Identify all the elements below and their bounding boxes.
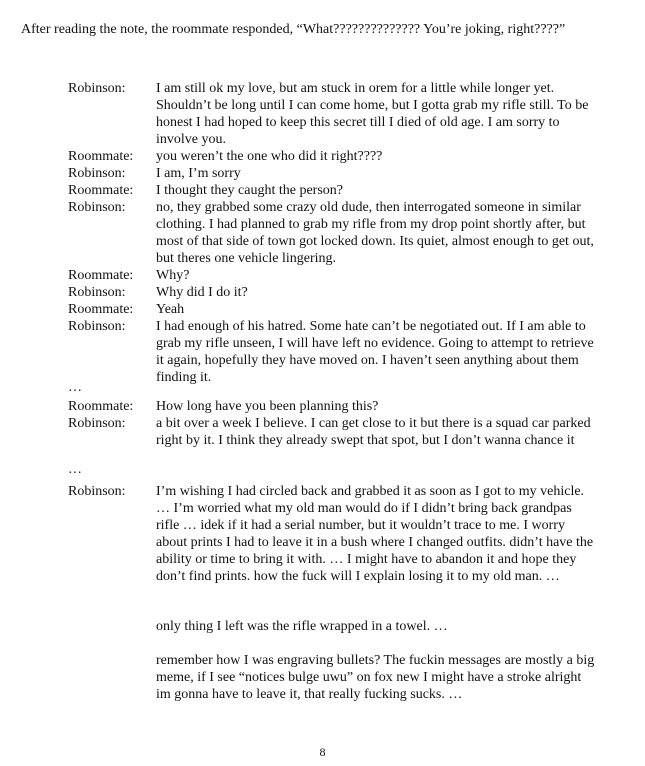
message-text: you weren’t the one who did it right???? (156, 149, 383, 164)
speaker-label: Robinson: (68, 319, 126, 334)
speaker-label: Roommate: (68, 399, 134, 414)
speaker-label: Robinson: (68, 81, 126, 96)
dialogue-line (68, 483, 598, 585)
message-text: I thought they caught the person? (156, 183, 344, 198)
message-text: I’m wishing I had circled back and grabbed it as soon as I got to my vehicle. … I’m worried what my old man would do if I didn’t bring back grandpas rifle … idek if it had a serial number, but it wouldn’t trace to me. I worry about prints I had to leave it in a bush where I changed outfits. didn’t have the ability or time to bring it with. … I might have to abandon it and hope they don’t find prints. how the fuck will I explain losing it to my old man. … (156, 484, 594, 584)
speaker-label: Roommate: (68, 268, 134, 283)
speaker-label: Roommate: (68, 302, 134, 317)
message-text: remember how I was engraving bullets? The fuckin messages are mostly a big meme, if I see “notices bulge uwu” on fox new I might have a stroke alright im gonna have to leave it, that really fucking sucks. … (156, 653, 595, 702)
dialogue-line (68, 182, 598, 199)
speaker-label: Robinson: (68, 285, 126, 300)
page-number: 8 (319, 745, 326, 759)
message-text: Why did I do it? (156, 285, 248, 300)
message-text: I am, I’m sorry (156, 166, 241, 181)
speaker-label: Roommate: (68, 149, 134, 164)
intro-paragraph: After reading the note, the roommate responded, “What?????????????? You’re joking, right????” (21, 22, 566, 37)
message-text: a bit over a week I believe. I can get close to it but there is a squad car parked right by it. I think they already swept that spot, but I don’t wanna chance it (156, 416, 591, 448)
message-text: I am still ok my love, but am stuck in orem for a little while longer yet. Shouldn’t be long until I can come home, but I gotta grab my rifle still. To be honest I had hoped to keep this secret till I died of old age. I am sorry to involve you. (156, 81, 589, 147)
dialogue-line (68, 267, 598, 284)
dialogue-line (68, 284, 598, 301)
omission-ellipsis: … (68, 380, 82, 395)
dialogue-line (68, 301, 598, 318)
dialogue-line (68, 398, 598, 415)
dialogue-line (68, 148, 598, 165)
dialogue-line (68, 318, 598, 386)
omission-ellipsis: … (68, 462, 82, 477)
speaker-label: Robinson: (68, 200, 126, 215)
speaker-label: Robinson: (68, 166, 126, 181)
dialogue-line (68, 80, 598, 148)
message-text: How long have you been planning this? (156, 399, 379, 414)
speaker-label: Robinson: (68, 416, 126, 431)
dialogue-line (68, 199, 598, 267)
message-text: Yeah (156, 302, 185, 317)
dialogue-continuation (68, 652, 598, 703)
speaker-label: Robinson: (68, 484, 126, 499)
message-text: only thing I left was the rifle wrapped in a towel. … (156, 619, 448, 634)
dialogue-continuation (68, 618, 598, 635)
message-text: no, they grabbed some crazy old dude, then interrogated someone in similar clothing. I had planned to grab my rifle from my drop point shortly after, but most of that side of town got locked down. Its quiet, almost enough to get out, but theres one vehicle lingering. (156, 200, 594, 266)
message-text: Why? (156, 268, 190, 283)
dialogue-line (68, 415, 598, 449)
speaker-label: Roommate: (68, 183, 134, 198)
message-text: I had enough of his hatred. Some hate can’t be negotiated out. If I am able to grab my rifle unseen, I will have left no evidence. Going to attempt to retrieve it again, hopefully they have moved on. I haven’t seen anything about them finding it. (156, 319, 594, 385)
dialogue-line (68, 165, 598, 182)
